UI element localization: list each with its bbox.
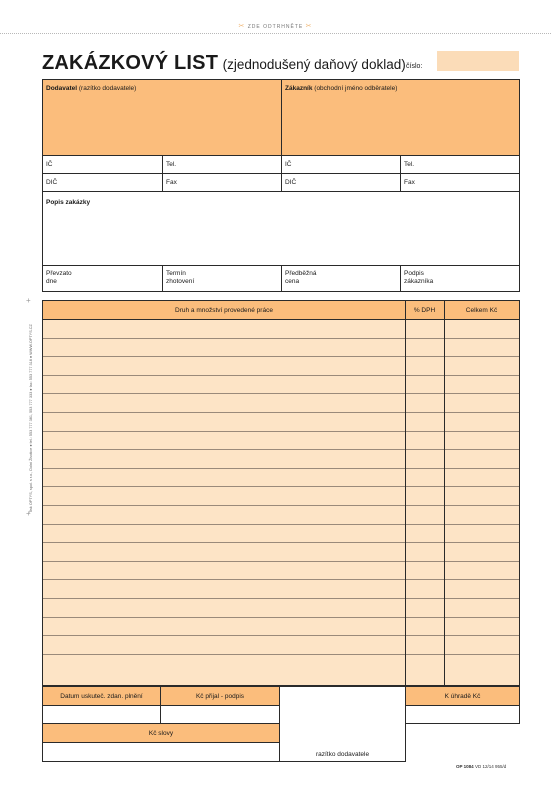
registration-mark: + <box>26 509 31 518</box>
supplier-dic-label: DIČ <box>46 179 58 186</box>
received-signature-field[interactable] <box>160 705 280 724</box>
scissors-icon: ✂ <box>305 23 313 30</box>
estimated-price-label: Předběžná cena <box>285 270 317 285</box>
customer-heading <box>285 85 397 93</box>
number-field[interactable] <box>437 51 519 71</box>
table-row[interactable] <box>43 525 519 544</box>
scissors-icon: ✂ <box>238 23 246 30</box>
received-date-label: Převzato dne <box>46 270 72 285</box>
customer-dic-label: DIČ <box>285 179 297 186</box>
table-row[interactable] <box>43 655 519 674</box>
received-header-cell: Kč přijal - podpis <box>160 686 280 706</box>
table-row[interactable] <box>43 376 519 395</box>
description-title: Popis zakázky <box>46 199 91 206</box>
parties-section <box>42 79 520 192</box>
divider <box>400 265 401 291</box>
to-pay-header-cell: K úhradě Kč <box>405 686 520 706</box>
printer-side-text: Tisk OPTYS, spol. s r.o., Dolní Životice ● tel.: 553 777 381, 553 777 333 ● fax: 553 777 318 ● WWW.OPTYS.CZ <box>29 324 33 513</box>
stamp-label: razítko dodavatele <box>315 751 370 758</box>
order-description-section <box>42 191 520 292</box>
divider <box>400 155 401 191</box>
date-field[interactable] <box>42 705 161 724</box>
table-row[interactable] <box>43 394 519 413</box>
table-row[interactable] <box>43 413 519 432</box>
divider <box>43 155 519 156</box>
table-row[interactable] <box>43 580 519 599</box>
tear-off-text: ZDE ODTRHNĚTE <box>247 24 304 30</box>
table-row[interactable] <box>43 357 519 376</box>
form-code: OP 1084 VD 12/14 955/d <box>456 764 507 769</box>
in-words-field[interactable] <box>42 742 280 762</box>
in-words-header-cell: Kč slovy <box>42 723 280 743</box>
table-row[interactable] <box>43 469 519 488</box>
customer-tel-label: Tel. <box>404 161 415 168</box>
table-row[interactable] <box>43 506 519 525</box>
supplier-ic-label: IČ <box>46 161 53 168</box>
tear-off-label <box>0 22 551 30</box>
table-row[interactable] <box>43 562 519 581</box>
to-pay-field[interactable] <box>405 705 520 724</box>
column-total: Celkem Kč <box>465 307 498 314</box>
items-table <box>42 300 520 686</box>
stamp-area[interactable] <box>279 686 406 762</box>
supplier-title: Dodavatel <box>46 85 78 92</box>
items-table-header <box>43 301 519 320</box>
date-header-cell: Datum uskuteč. zdan. plnění <box>42 686 161 706</box>
table-row[interactable] <box>43 320 519 339</box>
customer-ic-label: IČ <box>285 161 292 168</box>
divider <box>281 80 282 191</box>
form-title <box>42 52 406 75</box>
column-work: Druh a množství provedené práce <box>175 307 273 314</box>
supplier-fax-label: Fax <box>166 179 177 186</box>
perforation-line <box>0 33 551 34</box>
divider <box>162 155 163 191</box>
number-label: číslo: <box>406 63 423 70</box>
column-vat: % DPH <box>413 307 436 314</box>
table-row[interactable] <box>43 432 519 451</box>
table-row[interactable] <box>43 599 519 618</box>
customer-note: (obchodní jméno odběratele) <box>314 85 398 92</box>
form-title-main: ZAKÁZKOVÝ LIST <box>42 52 219 74</box>
customer-fax-label: Fax <box>404 179 415 186</box>
table-row[interactable] <box>43 636 519 655</box>
customer-signature-label: Podpis zákazníka <box>404 270 434 285</box>
table-row[interactable] <box>43 450 519 469</box>
form-title-subtitle: (zjednodušený daňový doklad) <box>222 57 406 72</box>
table-row[interactable] <box>43 543 519 562</box>
completion-term-label: Termín zhotovení <box>166 270 195 285</box>
divider <box>162 265 163 291</box>
tear-off-strip <box>0 0 551 34</box>
registration-mark: + <box>26 296 31 305</box>
supplier-heading <box>46 85 136 93</box>
column-divider <box>444 301 445 686</box>
divider <box>281 265 282 291</box>
description-field[interactable] <box>43 208 519 265</box>
table-row[interactable] <box>43 487 519 506</box>
supplier-tel-label: Tel. <box>166 161 177 168</box>
customer-title: Zákazník <box>285 85 313 92</box>
table-row[interactable] <box>43 618 519 637</box>
column-divider <box>405 301 406 686</box>
supplier-note: (razítko dodavatele) <box>78 85 137 92</box>
table-row[interactable] <box>43 339 519 358</box>
divider <box>43 173 519 174</box>
